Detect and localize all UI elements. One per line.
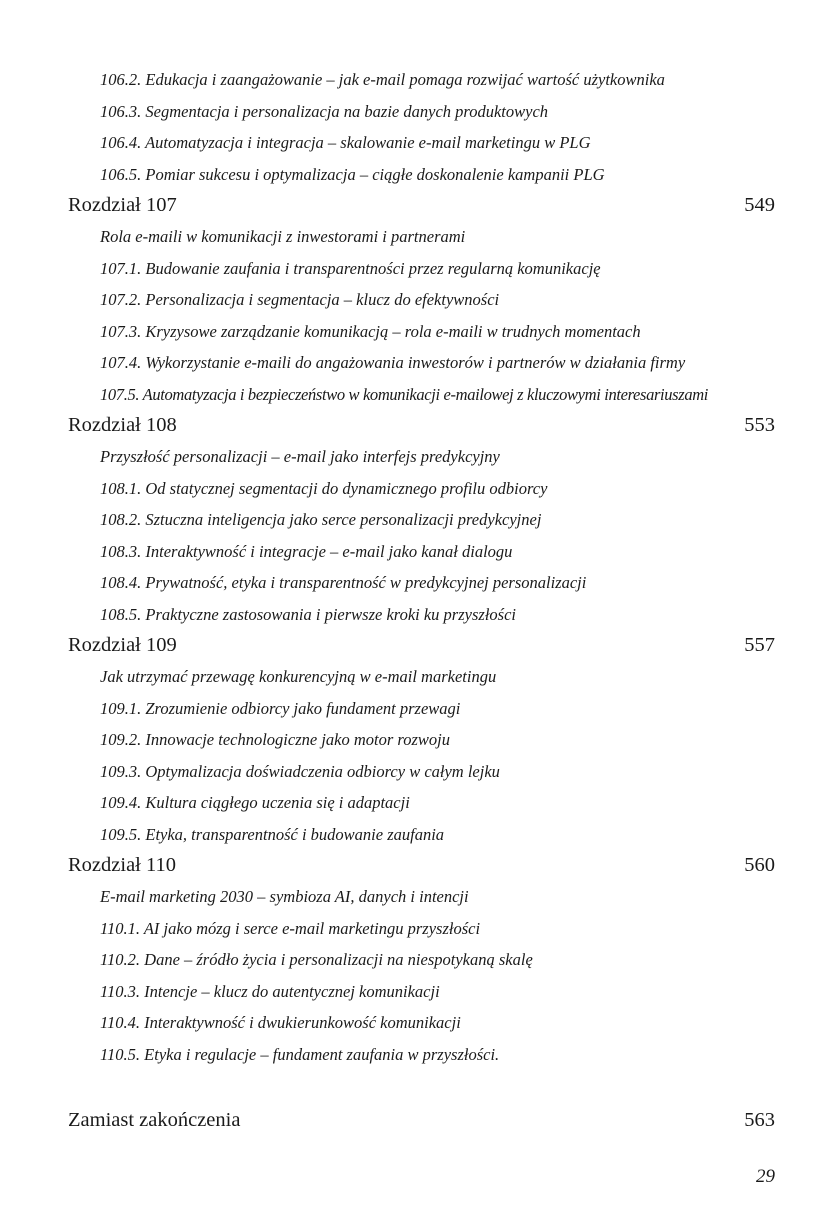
toc-subitem: 107.3. Kryzysowe zarządzanie komunikacją – rola e-maili w trudnych momentach [100, 321, 641, 341]
closing-title: Zamiast zakończenia [68, 1109, 241, 1131]
chapter-page: 549 [744, 194, 775, 216]
page-number: 29 [756, 1166, 775, 1187]
toc-subitem: 106.4. Automatyzacja i integracja – skalowanie e-mail marketingu w PLG [100, 133, 591, 152]
chapter-title: Rozdział 109 [68, 634, 177, 656]
toc-subitem: 110.4. Interaktywność i dwukierunkowość komunikacji [100, 1013, 461, 1032]
toc-subitem: 109.5. Etyka, transparentność i budowanie zaufania [100, 824, 445, 844]
toc-subitem: 110.5. Etyka i regulacje – fundament zaufania w przyszłości. [100, 1044, 500, 1064]
closing-page: 563 [744, 1109, 775, 1131]
toc-subitem: 106.2. Edukacja i zaangażowanie – jak e-mail pomaga rozwijać wartość użytkownika [100, 70, 665, 89]
toc-subitem: 108.4. Prywatność, etyka i transparentność w predykcyjnej personalizacji [100, 573, 587, 592]
chapter-subtitle: E-mail marketing 2030 – symbioza AI, danych i intencji [100, 887, 469, 906]
toc-subitem: 106.3. Segmentacja i personalizacja na bazie danych produktowych [100, 101, 549, 121]
toc-subitem: 110.2. Dane – źródło życia i personalizacji na niespotykaną skalę [100, 950, 533, 969]
toc-subitem: 108.5. Praktyczne zastosowania i pierwsze kroki ku przyszłości [100, 604, 516, 624]
toc-subitem: 108.2. Sztuczna inteligencja jako serce personalizacji predykcyjnej [100, 510, 542, 529]
toc-subitem: 109.2. Innowacje technologiczne jako motor rozwoju [100, 730, 450, 749]
closing-heading [68, 1105, 775, 1136]
chapter-page: 553 [744, 414, 775, 436]
spacer [68, 1070, 775, 1101]
toc-subitem: 107.1. Budowanie zaufania i transparentności przez regularną komunikację [100, 258, 601, 278]
chapter-subtitle: Przyszłość personalizacji – e-mail jako interfejs predykcyjny [100, 447, 500, 466]
toc-subitem: 108.1. Od statycznej segmentacji do dynamicznego profilu odbiorcy [100, 478, 548, 498]
chapter-heading [68, 630, 775, 661]
table-of-contents [68, 64, 775, 1136]
toc-subitem: 110.1. AI jako mózg i serce e-mail marketingu przyszłości [100, 918, 481, 938]
chapter-heading [68, 410, 775, 441]
toc-subitem: 107.5. Automatyzacja i bezpieczeństwo w komunikacji e-mailowej z kluczowymi interesariuszami [100, 384, 709, 404]
chapter-page: 560 [744, 854, 775, 876]
chapter-page: 557 [744, 634, 775, 656]
toc-subitem: 107.2. Personalizacja i segmentacja – klucz do efektywności [100, 290, 500, 309]
toc-subitem: 109.4. Kultura ciągłego uczenia się i adaptacji [100, 793, 410, 812]
toc-subitem: 107.4. Wykorzystanie e-maili do angażowania inwestorów i partnerów w działania firmy [100, 353, 686, 372]
toc-subitem: 108.3. Interaktywność i integracje – e-mail jako kanał dialogu [100, 541, 513, 561]
chapter-heading [68, 850, 775, 881]
chapter-title: Rozdział 110 [68, 854, 176, 876]
chapter-title: Rozdział 108 [68, 414, 177, 436]
chapter-subtitle: Jak utrzymać przewagę konkurencyjną w e-mail marketingu [100, 667, 497, 686]
toc-subitem: 109.3. Optymalizacja doświadczenia odbiorcy w całym lejku [100, 761, 500, 781]
chapter-heading [68, 190, 775, 221]
toc-subitem: 106.5. Pomiar sukcesu i optymalizacja – ciągłe doskonalenie kampanii PLG [100, 164, 605, 184]
chapter-subtitle: Rola e-maili w komunikacji z inwestorami i partnerami [100, 227, 466, 246]
toc-subitem: 109.1. Zrozumienie odbiorcy jako fundament przewagi [100, 698, 461, 718]
toc-subitem: 110.3. Intencje – klucz do autentycznej komunikacji [100, 981, 440, 1001]
chapter-title: Rozdział 107 [68, 194, 177, 216]
